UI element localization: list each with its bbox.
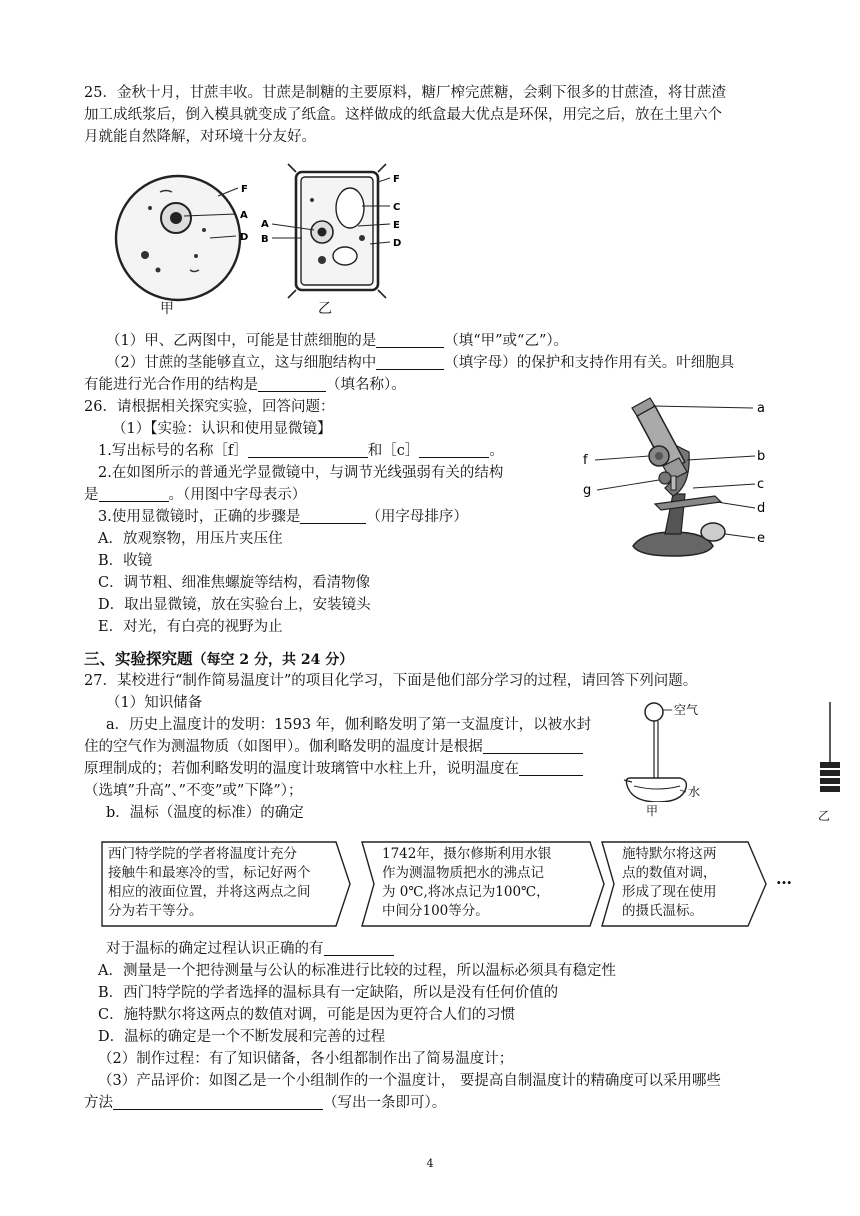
q25-caption-yi: 乙: [318, 301, 332, 317]
answer-blank[interactable]: [483, 737, 583, 754]
q26-option-d: D．取出显微镜，放在实验台上，安装镜头: [98, 597, 371, 613]
q26-option-e: E．对光，有白亮的视野为止: [98, 619, 283, 635]
plant-label-b: B: [261, 234, 269, 245]
q27-part-3: （3）产品评价：如图乙是一个小组制作的一个温度计， 要提高自制温度计的精确度可以采用哪些: [98, 1073, 721, 1089]
microscope-label-d: d: [757, 501, 766, 516]
section3-header: [84, 648, 784, 671]
answer-blank[interactable]: [258, 375, 326, 392]
answer-blank[interactable]: [324, 939, 394, 956]
microscope-label-c: c: [757, 477, 765, 492]
page-number: 4: [426, 1157, 434, 1170]
q26: [84, 396, 584, 638]
q27-a-line-1: a．历史上温度计的发明：1593 年，伽利略发明了第一支温度计，以被水封: [106, 717, 592, 733]
microscope-label-f: f: [583, 453, 588, 468]
galileo-thermometer-figure: [620, 698, 730, 802]
plant-label-a: A: [261, 219, 269, 230]
q25-stem-line-2: 加工成纸浆后，倒入模具就变成了纸盒。这样做成的纸盒最大优点是环保，用完之后，放在土里六个: [84, 107, 722, 123]
q25-subquestions: [84, 330, 784, 396]
q26-line-2: 2.在如图所示的普通光学显微镜中，与调节光线强弱有关的结构: [98, 465, 504, 481]
q27-scale-question: 对于温标的确定过程认识正确的有: [84, 938, 784, 960]
q27-a-line-2: 住的空气作为测温物质（如图甲）。伽利略发明的温度计是根据: [84, 736, 614, 758]
plant-label-e: E: [393, 220, 400, 231]
q26-exp-title: （1）【实验：认识和使用显微镜】: [112, 421, 332, 437]
plant-label-c: C: [393, 202, 401, 213]
q27-b-title: b．温标（温度的标准）的确定: [106, 805, 304, 821]
q27-a-line-3: 原理制成的；若伽利略发明的温度计玻璃管中水柱上升，说明温度在: [84, 758, 614, 780]
answer-blank[interactable]: [99, 485, 169, 502]
flow-step-1: 西门特学院的学者将温度计充分 接触牛和最寒冷的雪，标记好两个 相应的液面位置，并将这两点之间 分为若干等分。: [108, 846, 311, 919]
galileo-caption-jia: 甲: [646, 804, 659, 818]
q27-option-a: A．测量是一个把待测量与公认的标准进行比较的过程，所以温标必须具有稳定性: [98, 963, 616, 979]
plant-cell-diagram: [261, 164, 401, 298]
q27-stem: 27．某校进行“制作简易温度计”的项目化学习，下面是他们部分学习的过程，请回答下列问题。: [84, 673, 698, 689]
q26-line-1: 1.写出标号的名称［f］ 和［c］ 。: [98, 443, 504, 459]
plant-label-d: D: [393, 238, 402, 249]
q25-stem-line-3: 月就能自然降解，对环境十分友好。: [84, 129, 316, 145]
answer-blank[interactable]: [113, 1093, 323, 1110]
q25-sub2-cont: 有能进行光合作用的结构是 （填名称）。: [84, 377, 406, 393]
q26-stem: 26．请根据相关探究实验，回答问题：: [84, 399, 335, 415]
microscope-figure: [575, 396, 775, 568]
galileo-label-air: 空气: [674, 703, 699, 717]
microscope-label-b: b: [757, 449, 766, 464]
q27-option-c: C．施特默尔将这两点的数值对调，可能是因为更符合人们的习惯: [98, 1007, 516, 1023]
answer-blank[interactable]: [300, 507, 366, 524]
answer-blank[interactable]: [376, 331, 444, 348]
q27-part-a: [84, 714, 614, 824]
q25-cell-figure: [100, 160, 420, 320]
flow-step-3: 施特默尔将这两 点的数值对调， 形成了现在使用 的摄氏温标。: [622, 846, 717, 919]
answer-blank[interactable]: [519, 759, 583, 776]
microscope-label-g: g: [583, 483, 592, 498]
q26-option-b: B．收镜: [98, 553, 153, 569]
flow-ellipsis: …: [776, 869, 792, 888]
q25-sub2: （2）甘蔗的茎能够直立，这与细胞结构中 （填字母）的保护和支持作用有关。叶细胞具: [106, 355, 735, 371]
q27-part-2: （2）制作过程：有了知识储备，各小组都制作出了简易温度计；: [98, 1051, 514, 1067]
flow-step-2: 1742年，摄尔修斯利用水银 作为测温物质把水的沸点记 为 0℃,将冰点记为100℃， 中间分100等分。: [382, 846, 552, 919]
q25-sub1: （1）甲、乙两图中，可能是甘蔗细胞的是 （填“甲”或“乙”）。: [106, 333, 569, 349]
answer-blank[interactable]: [376, 353, 444, 370]
microscope-label-a: a: [757, 401, 765, 416]
animal-cell-diagram: [116, 176, 248, 300]
galileo-label-water: 水: [688, 785, 701, 799]
q26-option-c: C．调节粗、细准焦螺旋等结构，看清物像: [98, 575, 371, 591]
animal-label-f: F: [241, 184, 248, 195]
homemade-caption-yi: 乙: [818, 809, 831, 823]
q27-option-b: B．西门特学院的学者选择的温标具有一定缺陷，所以是没有任何价值的: [98, 985, 559, 1001]
q25-caption-jia: 甲: [160, 301, 174, 317]
section3-title: 三、实验探究题: [84, 649, 193, 668]
answer-blank[interactable]: [248, 441, 368, 458]
answer-blank[interactable]: [419, 441, 489, 458]
q27-option-d: D．温标的确定是一个不断发展和完善的过程: [98, 1029, 386, 1045]
section3-note: （每空 2 分，共 24 分）: [192, 652, 354, 668]
q27-rest: [84, 938, 784, 1114]
homemade-thermometer-figure: [810, 700, 850, 800]
q25-stem: [84, 82, 784, 148]
animal-label-d: D: [240, 232, 249, 243]
q26-line-3: 3.使用显微镜时，正确的步骤是 （用字母排序）: [98, 509, 468, 525]
q26-line-2-cont: 是 。（用图中字母表示）: [84, 487, 307, 503]
animal-label-a: A: [240, 210, 248, 221]
q25-stem-line-1: 25．金秋十月，甘蔗丰收。甘蔗是制糖的主要原料，糖厂榨完蔗糖，会剩下很多的甘蔗渣，将甘蔗渣: [84, 85, 726, 101]
q27-part-3-cont: 方法 （写出一条即可）。: [84, 1095, 447, 1111]
plant-label-f: F: [393, 174, 400, 185]
microscope-label-e: e: [757, 531, 765, 546]
q26-option-a: A．放观察物，用压片夹压住: [98, 531, 283, 547]
q27-knowledge: （1）知识储备: [106, 695, 203, 711]
q27-a-line-4: （选填”升高”、”不变”或”下降”）；: [84, 783, 303, 799]
